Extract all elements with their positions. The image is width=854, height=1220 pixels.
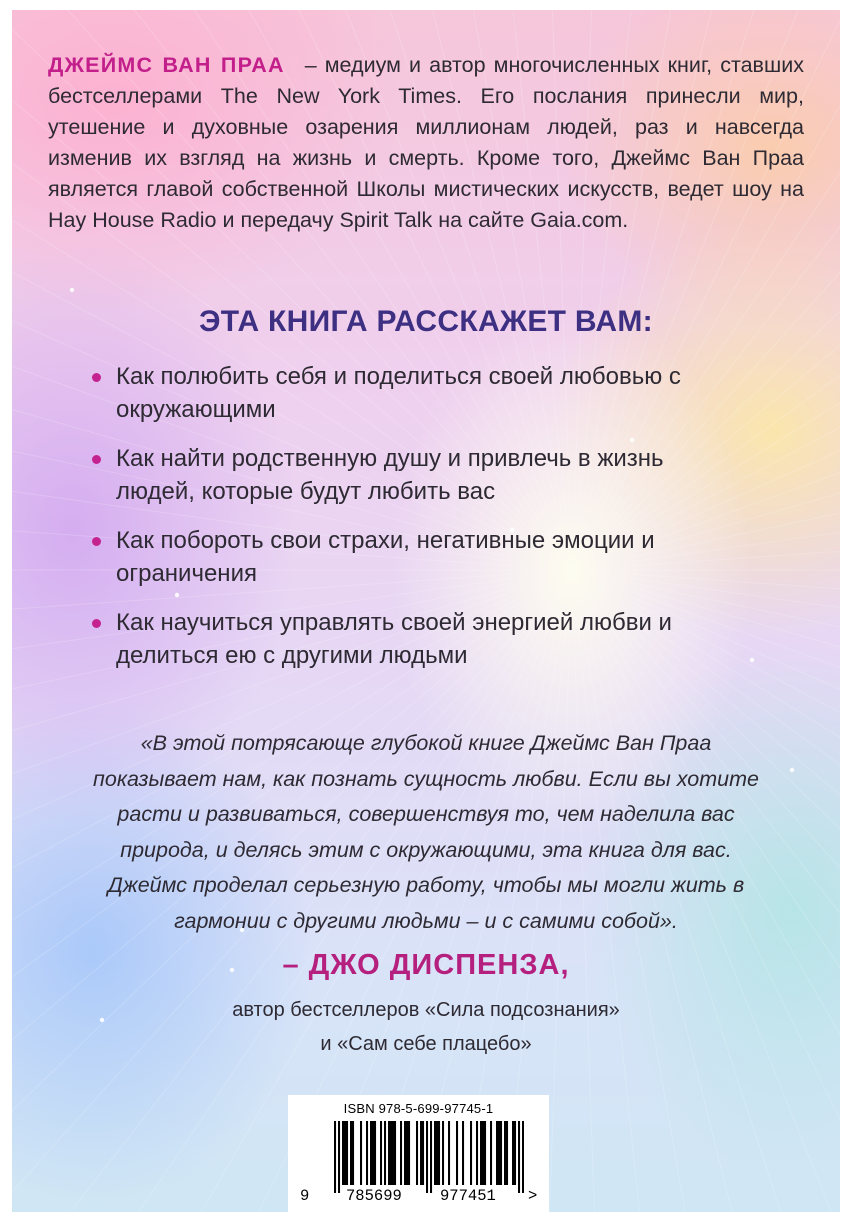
barcode-bar — [438, 1121, 440, 1185]
barcode-bar — [490, 1121, 492, 1185]
benefit-list — [88, 360, 748, 688]
barcode-bar — [436, 1121, 438, 1185]
barcode-bar — [512, 1121, 514, 1185]
barcode-bar — [456, 1121, 458, 1185]
quote-line: гармонии с другими людьми – и с самими собой». — [174, 908, 678, 933]
barcode-bar — [352, 1121, 354, 1185]
barcode-bar — [448, 1121, 450, 1185]
barcode-bar — [514, 1121, 516, 1185]
quote-line: Джеймс проделал серьезную работу, чтобы мы могли жить в — [107, 873, 745, 897]
barcode-bar — [350, 1121, 352, 1185]
barcode-bar — [370, 1121, 372, 1185]
barcode-bar — [430, 1121, 432, 1193]
endorser-credentials — [12, 993, 840, 1061]
benefit-item — [88, 606, 748, 672]
ean-right-group: 977451 — [440, 1187, 496, 1205]
ean-quiet-mark: > — [528, 1187, 538, 1205]
barcode-bar — [426, 1121, 428, 1193]
barcode-bar — [462, 1121, 464, 1185]
section-heading: ЭТА КНИГА РАССКАЖЕТ ВАМ: — [199, 305, 653, 338]
ean-left-group: 785699 — [346, 1187, 402, 1205]
barcode-bar — [442, 1121, 444, 1185]
barcode-bar — [484, 1121, 486, 1185]
barcode-bar — [506, 1121, 508, 1185]
author-bio-text: – медиум и автор многочисленных книг, ставших бестселлерами The New York Times. Его послания принесли мир, утешение и духовные озарения миллионам людей, раз и навсегда изменив их взгляд на жизнь и смерть. Кроме того, Джеймс Ван Праа является главой собственной Школы мистических искусств, ведет шоу на Hay House Radio и передачу Spirit Talk на сайте Gaia.com. — [48, 53, 804, 232]
barcode-bar — [390, 1121, 392, 1185]
barcode-bar — [374, 1121, 376, 1185]
barcode-bar — [522, 1121, 524, 1193]
barcode-bar — [372, 1121, 374, 1185]
barcode-bar — [416, 1121, 418, 1185]
barcode-bar — [334, 1121, 336, 1193]
quote-line: расти и развиваться, совершенствуя то, чем наделила вас — [117, 802, 735, 826]
barcode-bar — [384, 1121, 386, 1185]
barcode-bar — [346, 1121, 348, 1185]
book-back-cover — [12, 10, 840, 1212]
barcode-bar — [404, 1121, 406, 1185]
barcode-bar — [344, 1121, 346, 1185]
barcode-bar — [408, 1121, 410, 1185]
quote-line: природа, и делясь этим с окружающими, эта книга для вас. — [120, 837, 732, 862]
barcode-bar — [498, 1121, 500, 1185]
benefit-text: Как найти родственную душу и привлечь в жизнь людей, которые будут любить вас — [116, 445, 664, 505]
benefit-item — [88, 360, 748, 426]
benefit-text: Как побороть свои страхи, негативные эмоции и ограничения — [116, 527, 655, 587]
barcode-bar — [394, 1121, 396, 1185]
endorsement-quote — [42, 726, 810, 939]
barcode-bar — [422, 1121, 424, 1185]
barcode-bar — [496, 1121, 498, 1185]
bullet-dot-icon — [92, 619, 101, 628]
isbn-label: ISBN 978-5-699-97745-1 — [343, 1101, 494, 1116]
quote-line: «В этой потрясающе глубокой книге Джеймс Ван Праа — [140, 731, 712, 755]
barcode-bar — [420, 1121, 422, 1185]
barcode-bar — [392, 1121, 394, 1185]
bullet-dot-icon — [92, 373, 101, 382]
barcode-bar — [338, 1121, 340, 1193]
barcode-bar — [388, 1121, 390, 1185]
barcode-bar — [470, 1121, 472, 1185]
barcode-bars — [334, 1121, 524, 1193]
endorser-credentials-line: и «Сам себе плацебо» — [320, 1033, 532, 1055]
barcode-bar — [342, 1121, 344, 1185]
benefit-text: Как полюбить себя и поделиться своей любовью с окружающими — [116, 363, 681, 423]
barcode-bar — [366, 1121, 368, 1185]
endorser-name: – ДЖО ДИСПЕНЗА, — [282, 949, 570, 981]
ean-first-digit: 9 — [300, 1187, 310, 1205]
barcode-bar — [360, 1121, 362, 1185]
barcode-bar — [504, 1121, 506, 1185]
barcode-bar — [480, 1121, 482, 1185]
quote-line: показывает нам, как познать сущность любви. Если вы хотите — [93, 766, 759, 791]
author-bio — [48, 50, 804, 236]
barcode-bar — [400, 1121, 402, 1185]
barcode-panel — [288, 1095, 549, 1212]
barcode-bar — [434, 1121, 436, 1185]
barcode-bar — [380, 1121, 382, 1185]
barcode-bar — [500, 1121, 502, 1185]
benefit-item — [88, 442, 748, 508]
endorser-credentials-line: автор бестселлеров «Сила подсознания» — [232, 999, 620, 1021]
benefit-item — [88, 524, 748, 590]
barcode-bar — [482, 1121, 484, 1185]
barcode-bar — [406, 1121, 408, 1185]
barcode-bar — [476, 1121, 478, 1185]
bullet-dot-icon — [92, 537, 101, 546]
bullet-dot-icon — [92, 455, 101, 464]
author-name: ДЖЕЙМС ВАН ПРАА — [48, 53, 285, 77]
benefit-text: Как научиться управлять своей энергией любви и делиться ею с другими людьми — [116, 609, 672, 669]
barcode-bar — [518, 1121, 520, 1193]
